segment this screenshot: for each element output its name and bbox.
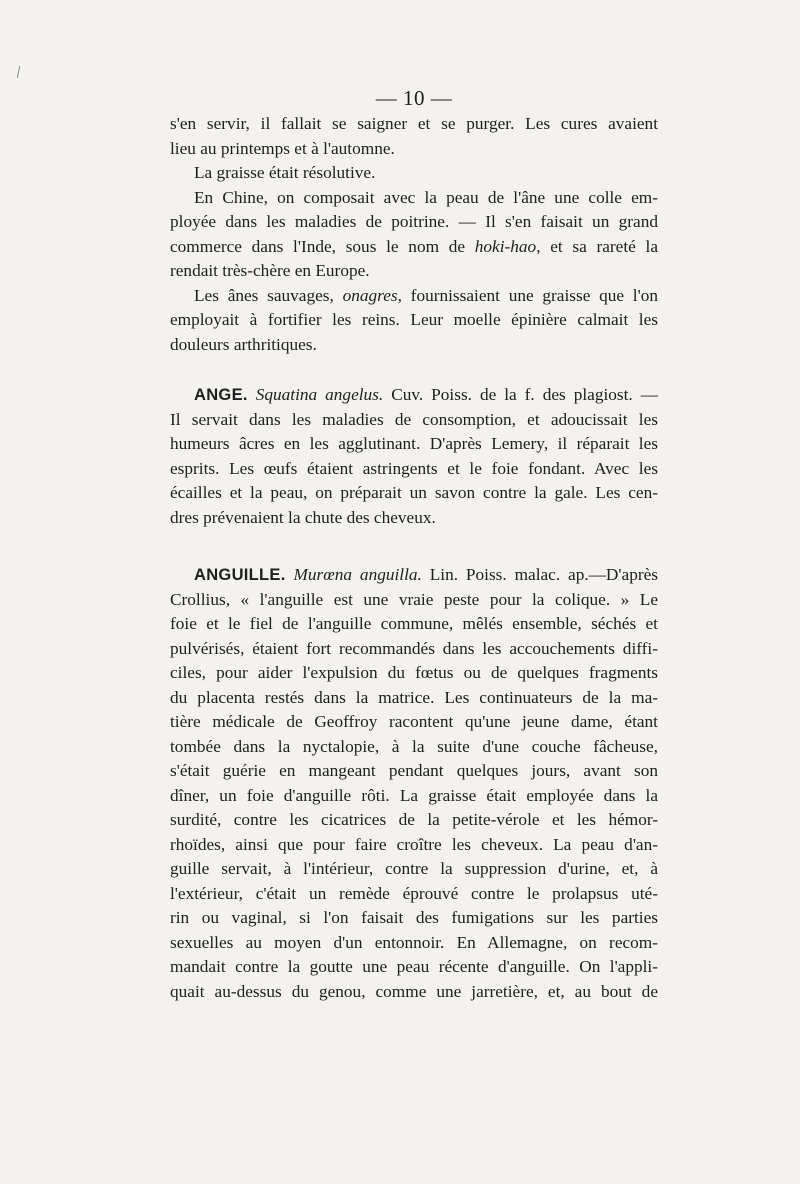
text-run: commerce dans l'Inde, sous le nom de <box>170 236 475 256</box>
text-line: rin ou vaginal, si l'on faisait des fumigations sur les parties <box>170 908 658 927</box>
continuation-paragraph <box>170 112 658 161</box>
text-line: surdité, contre les cicatrices de la petite-vérole et les hémor- <box>170 810 658 829</box>
text-line: rendait très-chère en Europe. <box>170 261 370 280</box>
graisse-paragraph <box>170 161 658 186</box>
text-line: du placenta restés dans la matrice. Les continuateurs de la ma- <box>170 687 658 707</box>
text-line: sexuelles au moyen d'un entonnoir. En Allemagne, on recom- <box>170 932 658 952</box>
margin-mark <box>17 66 20 78</box>
text-line: douleurs arthritiques. <box>170 334 317 354</box>
text-line: esprits. Les œufs étaient astringents et le foie fondant. Avec les <box>170 458 658 478</box>
text-line: mandait contre la goutte une peau récente d'anguille. On l'appli- <box>170 957 658 976</box>
entry-first-line <box>170 563 658 588</box>
scientific-name: Murœna anguilla. <box>293 565 422 584</box>
text-line: employait à fortifier les reins. Leur moelle épinière calmait les <box>170 310 658 329</box>
text-line <box>170 235 658 260</box>
text-line: tombée dans la nyctalopie, à la suite d'une couche fâcheuse, <box>170 736 658 756</box>
text-line: pulvérisés, étaient fort recommandés dans les accouchements diffi- <box>170 638 658 658</box>
term-onagres: onagres <box>342 285 398 305</box>
entry-headword: ANGE. <box>194 386 248 404</box>
text-line: En Chine, on composait avec la peau de l'âne une colle em- <box>194 187 658 207</box>
text-line: ciles, pour aider l'expulsion du fœtus ou de quelques fragments <box>170 663 658 682</box>
entry-first-line <box>170 383 658 408</box>
text-line: s'en servir, il fallait se saigner et se purger. Les cures avaient <box>170 114 658 133</box>
text-run: , et sa rareté la <box>536 236 659 256</box>
entry-headword: ANGUILLE. <box>194 566 286 584</box>
scientific-name: Squatina angelus. <box>255 385 384 404</box>
text-run: Les ânes sauvages, <box>194 285 343 305</box>
text-line: guille servait, à l'intérieur, contre la suppression d'urine, et, à <box>170 859 658 878</box>
text-line: dres prévenaient la chute des cheveux. <box>170 507 436 527</box>
text-line: Il servait dans les maladies de consomption, et adoucissait les <box>170 409 658 429</box>
page-body <box>170 112 658 1004</box>
text-run: , fournissaient une graisse que l'on <box>397 285 658 305</box>
text-line: s'était guérie en mangeant pendant quelques jours, avant son <box>170 761 658 780</box>
text-line: La graisse était résolutive. <box>194 163 376 182</box>
text-line: foie et le fiel de l'anguille commune, mêlés ensemble, séchés et <box>170 614 658 633</box>
page-number: — 10 — <box>375 86 453 110</box>
text-line: tière médicale de Geoffroy racontent qu'une jeune dame, étant <box>170 712 658 731</box>
term-hoki-hao: hoki-hao <box>474 236 537 256</box>
text-run: Cuv. Poiss. de la f. des plagiost. — <box>383 385 658 404</box>
entry-anguille <box>170 563 658 1004</box>
text-line: Crollius, « l'anguille est une vraie peste pour la colique. » Le <box>170 589 658 609</box>
anes-paragraph <box>170 284 658 358</box>
text-line <box>170 284 658 309</box>
text-line: lieu au printemps et à l'automne. <box>170 138 395 158</box>
text-run: Lin. Poiss. malac. ap.—D'après <box>421 565 658 584</box>
text-line: humeurs âcres en les agglutinant. D'après Lemery, il réparait les <box>170 434 658 453</box>
text-line: dîner, un foie d'anguille rôti. La graisse était employée dans la <box>170 785 658 805</box>
text-line: quait au-dessus du genou, comme une jarretière, et, au bout de <box>170 981 658 1001</box>
text-line: écailles et la peau, on préparait un savon contre la gale. Les cen- <box>170 483 658 502</box>
text-line: l'extérieur, c'était un remède éprouvé contre le prolapsus uté- <box>170 883 658 903</box>
text-line: rhoïdes, ainsi que pour faire croître les cheveux. La peau d'an- <box>170 834 658 854</box>
entry-ange <box>170 383 658 530</box>
chine-paragraph <box>170 186 658 284</box>
text-line: ployée dans les maladies de poitrine. — Il s'en faisait un grand <box>170 212 658 231</box>
